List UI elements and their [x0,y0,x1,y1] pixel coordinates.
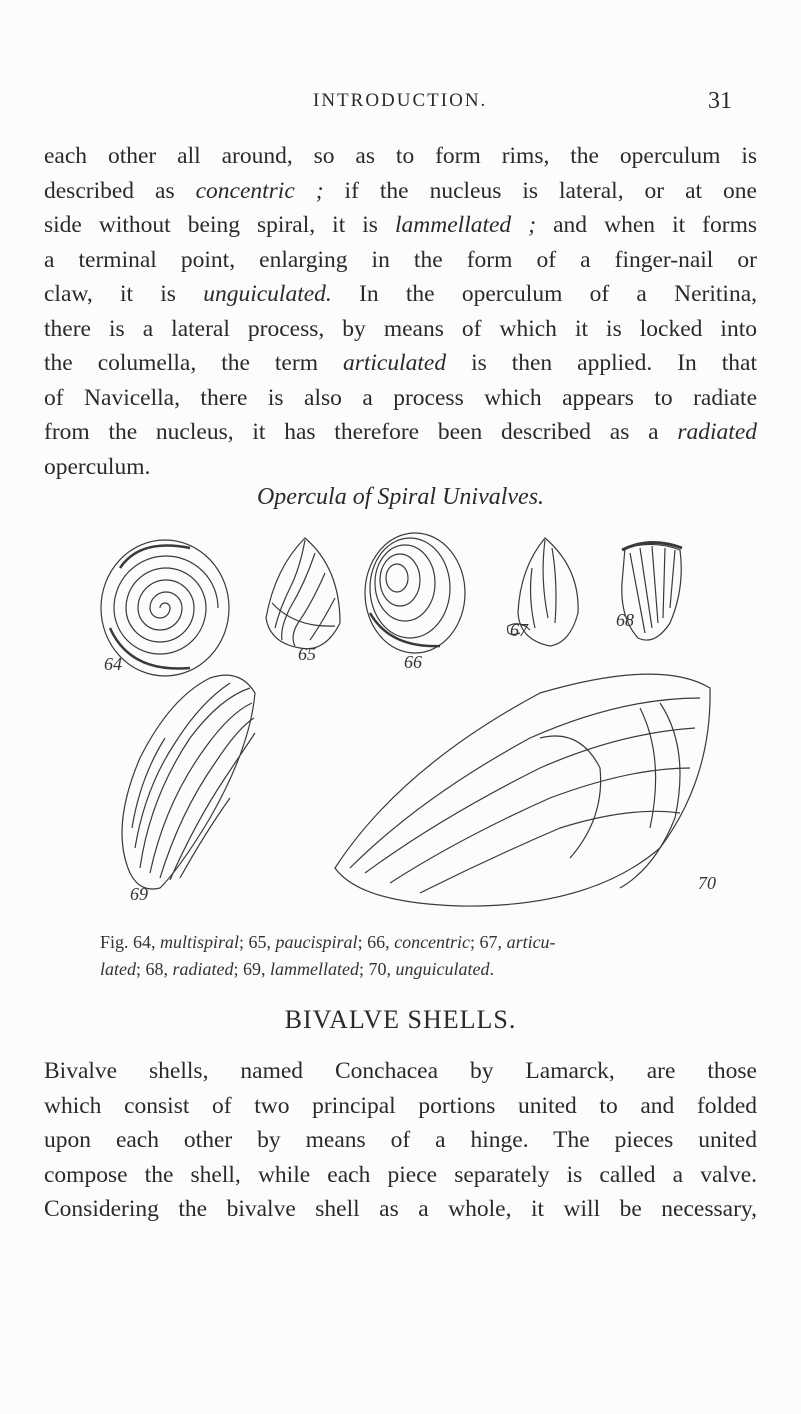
fig66-concentric-drawing [365,533,465,653]
figure-label-69: 69 [130,884,148,904]
paragraph-opercula [44,139,757,484]
text-line: which consist of two principal portions united to and folded [44,1092,757,1119]
text-line: operculum. [44,453,151,480]
text-line: Considering the bivalve shell as a whole, it will be necessary, [44,1196,757,1222]
text-line: there is a lateral process, by means of which it is locked into [44,315,757,342]
running-title: INTRODUCTION. [313,90,488,111]
text-line: side without being spiral, it is lammellated ; and when it forms [44,212,758,238]
figure-label-66: 66 [404,652,422,672]
figure-label-68: 68 [616,610,634,630]
figure-title: Opercula of Spiral Univalves. [256,484,545,510]
term-radiated: radiated [677,419,757,445]
term-lammellated: lammellated ; [395,212,537,238]
fig70-unguiculated-drawing [335,674,710,906]
text-line: described as concentric ; if the nucleus is lateral, or at one [44,177,757,204]
text-line: each other all around, so as to form rims, the operculum is [44,143,757,169]
opercula-illustration [100,528,740,918]
paragraph-bivalve [44,1054,757,1227]
text-line: Bivalve shells, named Conchacea by Lamarck, are those [44,1058,757,1084]
term-articulated: articulated [342,350,447,376]
fig69-lammellated-drawing [122,675,255,889]
figure-label-70: 70 [698,873,716,893]
figure-label-65: 65 [298,644,316,664]
figure-label-64: 64 [104,654,122,674]
text-line: upon each other by means of a hinge. The pieces united [44,1127,757,1153]
term-unguiculated: unguiculated. [203,281,332,307]
term-concentric: concentric ; [195,177,324,204]
text-line: claw, it is unguiculated. In the operculum of a Neritina, [44,281,757,307]
text-line: of Navicella, there is also a process which appears to radiate [44,384,757,411]
text-line: a terminal point, enlarging in the form of a finger-nail or [44,246,757,273]
fig65-paucispiral-drawing [266,538,340,649]
section-heading: BIVALVE SHELLS. [284,1005,517,1034]
opercula-figure [100,528,740,918]
text-line: from the nucleus, it has therefore been described as a radiated [44,419,757,445]
text-line: compose the shell, while each piece separately is called a valve. [44,1161,757,1188]
figure-caption: Fig. 64, multispiral; 65, paucispiral; 66, concentric; 67, articu- lated; 68, radiated; 69, lammellated; 70, unguiculated. [100,932,556,979]
text-line: the columella, the term articulated is then applied. In that [44,350,757,376]
page-number: 31 [708,88,732,114]
figure-label-67: 67 [510,620,528,640]
running-header [0,88,801,118]
